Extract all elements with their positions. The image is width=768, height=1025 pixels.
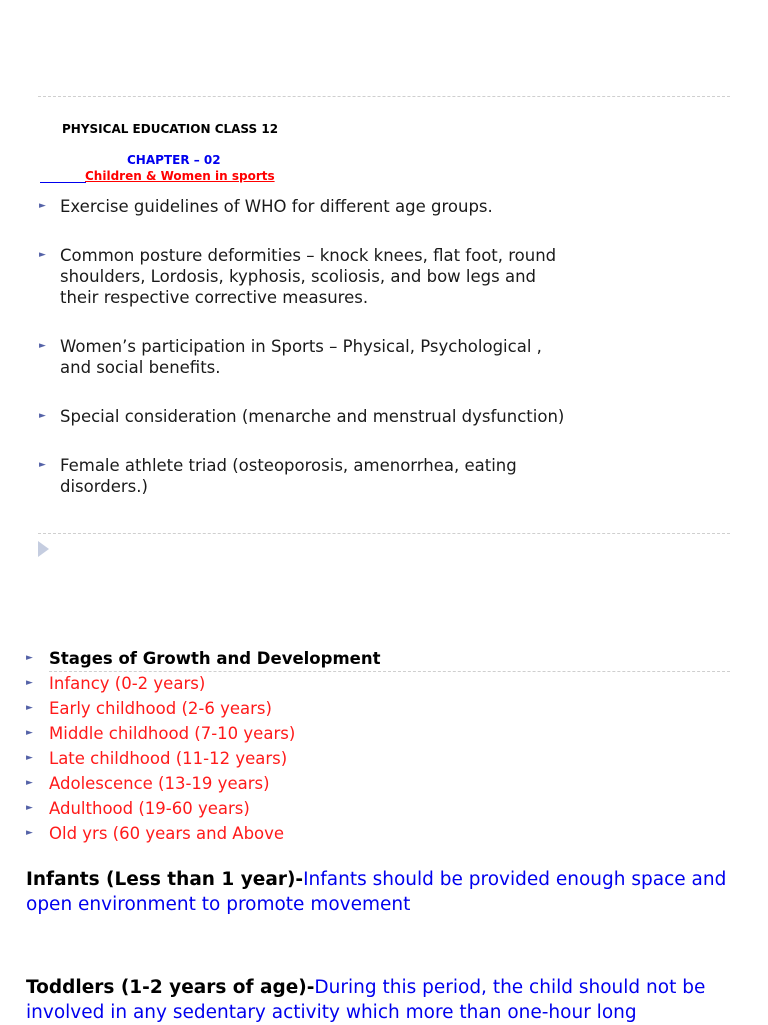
bullet-arrow-icon: ► xyxy=(26,678,33,688)
topic-item: ► Special consideration (menarche and menstrual dysfunction) xyxy=(39,407,565,426)
bullet-arrow-icon: ► xyxy=(26,828,33,838)
infants-paragraph xyxy=(26,867,756,917)
top-divider xyxy=(38,96,730,97)
toddlers-heading: Toddlers (1-2 years of age)- xyxy=(26,977,315,998)
document-title: PHYSICAL EDUCATION CLASS 12 xyxy=(62,122,279,136)
bullet-arrow-icon: ► xyxy=(26,703,33,713)
bullet-arrow-icon: ► xyxy=(39,411,46,421)
stages-divider xyxy=(49,671,730,672)
bullet-arrow-icon: ► xyxy=(26,803,33,813)
bullet-arrow-icon: ► xyxy=(26,653,33,663)
toddlers-text: During this period, the child should not be involved in any sedentary activity which more than one-hour long xyxy=(26,977,706,1023)
bullet-arrow-icon: ► xyxy=(26,728,33,738)
bullet-arrow-icon: ► xyxy=(39,460,46,470)
topic-item: ► Common posture deformities – knock knees, flat foot, round shoulders, Lordosis, kyphosis, scoliosis, and bow legs and their respective corrective measures. xyxy=(39,246,557,307)
bullet-arrow-icon: ► xyxy=(39,201,46,211)
stage-item: ► Old yrs (60 years and Above xyxy=(26,821,380,846)
growth-stages-list xyxy=(26,646,380,846)
stage-item: ► Adulthood (19-60 years) xyxy=(26,796,380,821)
stage-item: ► Adolescence (13-19 years) xyxy=(26,771,380,796)
toddlers-paragraph xyxy=(26,975,756,1025)
topic-item: ► Female athlete triad (osteoporosis, amenorrhea, eating disorders.) xyxy=(39,456,517,496)
empty-bullet-icon xyxy=(38,541,49,557)
bullet-arrow-icon: ► xyxy=(39,341,46,351)
infants-text: Infants should be provided enough space and open environment to promote movement xyxy=(26,869,727,915)
stage-item: ► Middle childhood (7-10 years) xyxy=(26,721,380,746)
stage-item: ► Early childhood (2-6 years) xyxy=(26,696,380,721)
stage-item: ► Late childhood (11-12 years) xyxy=(26,746,380,771)
chapter-subtitle: Children & Women in sports xyxy=(85,169,275,183)
topic-list xyxy=(38,196,578,525)
section-divider xyxy=(38,533,730,534)
chapter-number: CHAPTER – 02 xyxy=(127,153,221,167)
infants-heading: Infants (Less than 1 year)- xyxy=(26,869,304,890)
subtitle-underline xyxy=(40,182,86,183)
stage-item: ► Infancy (0-2 years) xyxy=(26,671,380,696)
topic-item: ► Exercise guidelines of WHO for different age groups. xyxy=(39,197,493,216)
bullet-arrow-icon: ► xyxy=(26,778,33,788)
topic-item: ► Women’s participation in Sports – Physical, Psychological , and social benefits. xyxy=(39,337,542,377)
bullet-arrow-icon: ► xyxy=(26,753,33,763)
bullet-arrow-icon: ► xyxy=(39,250,46,260)
stages-heading: ► Stages of Growth and Development xyxy=(26,646,380,671)
